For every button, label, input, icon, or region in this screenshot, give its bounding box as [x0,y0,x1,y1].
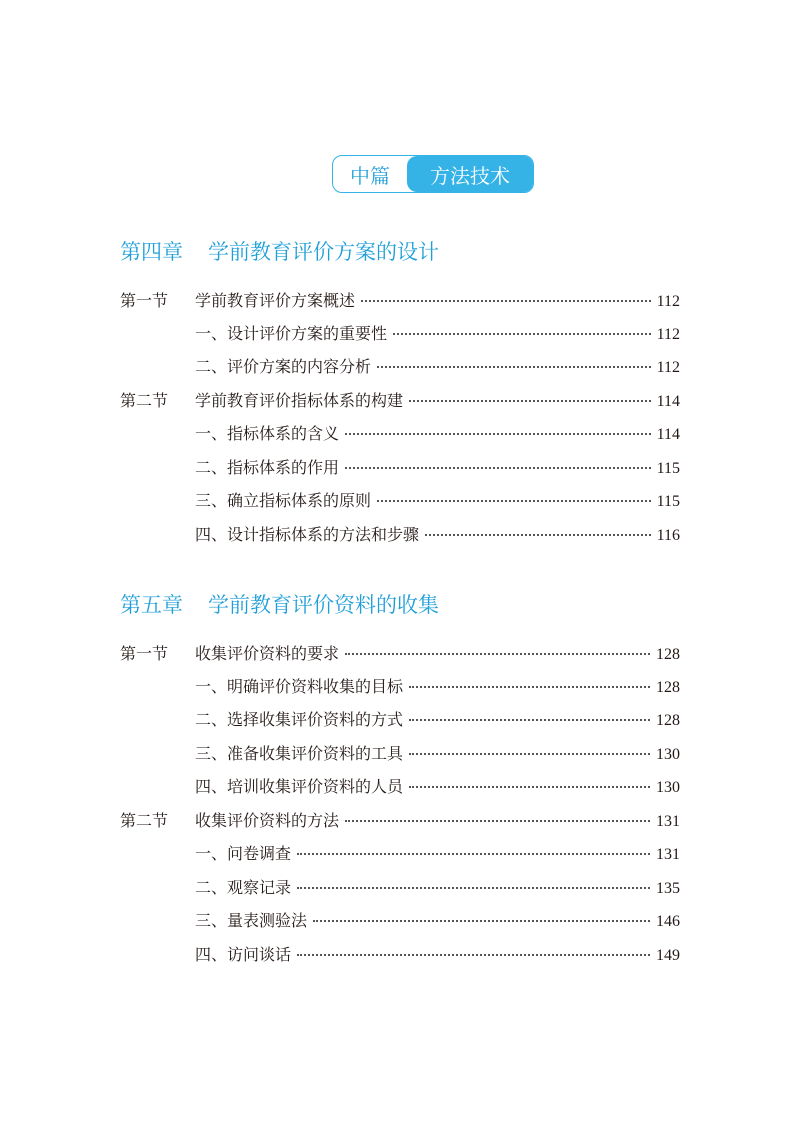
item-title: 四、培训收集评价资料的人员 [195,776,404,796]
toc-item-row[interactable] [0,351,800,379]
item-title: 三、确立指标体系的原则 [195,490,372,510]
dot-leader [297,853,650,855]
dot-leader [409,400,651,402]
toc-item-row[interactable] [0,771,800,799]
toc-section-row[interactable] [0,385,800,413]
dot-leader [377,366,651,368]
part-title: 方法技术 [407,156,533,192]
page-number: 135 [656,879,680,897]
part-label: 中篇 [350,163,390,188]
chapter-number: 第四章 [120,240,183,264]
chapter-heading [120,589,439,619]
dot-leader [377,500,651,502]
item-title: 一、问卷调查 [195,843,292,863]
dot-leader [313,920,650,922]
page-number: 128 [656,678,680,696]
page-number: 149 [656,946,680,964]
dot-leader [409,686,650,688]
section-number: 第一节 [120,290,169,310]
page-number: 115 [656,492,680,510]
chapter-title: 学前教育评价方案的设计 [208,240,439,264]
dot-leader [297,954,650,956]
toc-item-row[interactable] [0,418,800,446]
section-title: 学前教育评价指标体系的构建 [195,390,404,410]
toc-item-row[interactable] [0,452,800,480]
page-number: 128 [656,711,680,729]
section-number: 第一节 [120,643,169,663]
item-title: 四、设计指标体系的方法和步骤 [195,524,420,544]
item-title: 二、选择收集评价资料的方式 [195,709,404,729]
toc-item-row[interactable] [0,704,800,732]
page-number: 112 [656,358,680,376]
section-number: 第二节 [120,810,169,830]
page-number: 116 [656,526,680,544]
toc-item-row[interactable] [0,838,800,866]
page-number: 114 [656,392,680,410]
dot-leader [297,887,650,889]
toc-item-row[interactable] [0,939,800,967]
chapter-heading [120,236,439,266]
toc-item-row[interactable] [0,485,800,513]
dot-leader [345,820,650,822]
toc-item-row[interactable] [0,671,800,699]
page-number: 128 [656,645,680,663]
dot-leader [361,300,651,302]
dot-leader [393,333,651,335]
part-badge [332,155,534,193]
toc-section-row[interactable] [0,805,800,833]
dot-leader [409,753,650,755]
page-number: 115 [656,459,680,477]
toc-item-row[interactable] [0,872,800,900]
toc-section-row[interactable] [0,638,800,666]
item-title: 一、明确评价资料收集的目标 [195,676,404,696]
page-number: 112 [656,292,680,310]
page-number: 131 [656,845,680,863]
item-title: 二、评价方案的内容分析 [195,356,372,376]
item-title: 一、指标体系的含义 [195,423,340,443]
item-title: 三、准备收集评价资料的工具 [195,743,404,763]
section-title: 学前教育评价方案概述 [195,290,356,310]
item-title: 三、量表测验法 [195,910,308,930]
dot-leader [345,433,651,435]
page-number: 146 [656,912,680,930]
toc-item-row[interactable] [0,519,800,547]
item-title: 二、指标体系的作用 [195,457,340,477]
section-title: 收集评价资料的方法 [195,810,340,830]
dot-leader [409,786,650,788]
page-number: 112 [656,325,680,343]
item-title: 四、访问谈话 [195,944,292,964]
dot-leader [345,467,651,469]
dot-leader [409,719,650,721]
toc-section-row[interactable] [0,285,800,313]
dot-leader [345,653,650,655]
item-title: 一、设计评价方案的重要性 [195,323,388,343]
section-title: 收集评价资料的要求 [195,643,340,663]
page-number: 130 [656,745,680,763]
page-number: 130 [656,778,680,796]
chapter-number: 第五章 [120,593,183,617]
page-number: 131 [656,812,680,830]
item-title: 二、观察记录 [195,877,292,897]
section-number: 第二节 [120,390,169,410]
toc-item-row[interactable] [0,905,800,933]
toc-item-row[interactable] [0,318,800,346]
dot-leader [425,534,651,536]
chapter-title: 学前教育评价资料的收集 [208,593,439,617]
page-number: 114 [656,425,680,443]
toc-item-row[interactable] [0,738,800,766]
